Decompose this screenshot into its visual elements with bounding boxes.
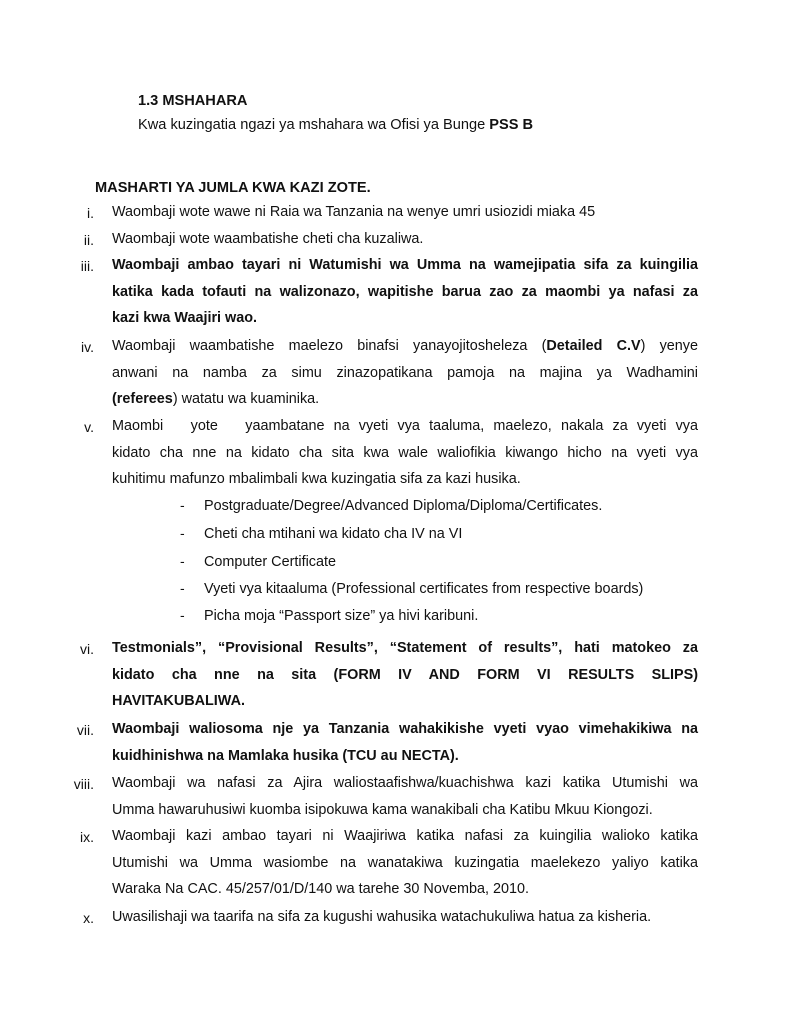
item-number: viii. (73, 776, 94, 792)
condition-item-ii: Waombaji wote waambatishe cheti cha kuzaliwa. (112, 231, 424, 247)
item-line: kuidhinishwa na Mamlaka husika (TCU au NECTA). (112, 747, 459, 764)
item-number: iii. (80, 258, 94, 274)
item-number: v. (84, 419, 94, 435)
item-line: Maombi yote yaambatane na vyeti vya taaluma, maelezo, nakala za vyeti vya (112, 418, 698, 434)
cv-label: Detailed C.V (546, 338, 641, 354)
list-dash: - (180, 525, 185, 541)
section-title: 1.3 MSHAHARA (138, 93, 248, 109)
item-line: kazi kwa Waajiri wao. (112, 310, 258, 326)
item-number: vii. (76, 722, 94, 738)
list-dash: - (180, 580, 185, 596)
item-line: Waombaji ambao tayari ni Watumishi wa Umma na wamejipatia sifa za kuingilia (112, 257, 698, 273)
condition-item-x: Uwasilishaji wa taarifa na sifa za kugushi wahusika watachukuliwa hatua za kisheria. (112, 909, 652, 925)
item-text: ) yenye (640, 338, 698, 354)
item-line: Waraka Na CAC. 45/257/01/D/140 wa tarehe 30 Novemba, 2010. (112, 881, 530, 897)
item-line: kuhitimu mafunzo mbalimbali kwa kuzingatia sifa za kazi husika. (112, 471, 521, 487)
item-line: Utumishi wa Umma wasiombe na wanatakiwa kuzingatia maelekezo yaliyo katika (112, 854, 698, 871)
item-text: ) watatu wa kuaminika. (172, 391, 320, 407)
attachment-item: Postgraduate/Degree/Advanced Diploma/Diploma/Certificates. (204, 498, 603, 514)
item-number: i. (87, 205, 94, 221)
item-line: kidato cha nne na kidato cha sita kwa wale waliofikia kiwango hicho na vyeti vya (112, 444, 698, 461)
item-line: HAVITAKUBALIWA. (112, 693, 245, 709)
list-dash: - (180, 553, 185, 569)
referees-label: (referees (112, 391, 173, 407)
item-line: Waombaji wa nafasi za Ajira waliostaafishwa/kuachishwa kazi katika Utumishi wa (112, 775, 698, 791)
attachment-item: Cheti cha mtihani wa kidato cha IV na VI (204, 526, 463, 542)
subtitle-text: Kwa kuzingatia ngazi ya mshahara wa Ofisi ya Bunge (138, 117, 490, 133)
list-dash: - (180, 497, 185, 513)
condition-item-i: Waombaji wote wawe ni Raia wa Tanzania na wenye umri usiozidi miaka 45 (112, 204, 596, 220)
item-line (112, 333, 698, 360)
general-conditions-heading: MASHARTI YA JUMLA KWA KAZI ZOTE. (95, 180, 371, 196)
list-dash: - (180, 607, 185, 623)
condition-item-ix (112, 823, 698, 903)
item-line: Umma hawaruhusiwi kuomba isipokuwa kama wanakibali cha Katibu Mkuu Kiongozi. (112, 801, 653, 818)
condition-item-iv (112, 333, 698, 413)
item-number: iv. (81, 339, 94, 355)
condition-item-vi (112, 635, 698, 715)
item-line: katika kada tofauti na walizonazo, wapitishe barua zao za maombi ya nafasi za (112, 283, 698, 300)
section-subtitle (138, 117, 533, 133)
attachment-item: Computer Certificate (204, 554, 336, 570)
condition-item-v (112, 413, 698, 493)
item-line (112, 386, 698, 413)
item-number: vi. (80, 641, 94, 657)
item-text: Waombaji waambatishe maelezo binafsi yanayojitosheleza ( (112, 338, 547, 354)
condition-item-iii (112, 252, 698, 332)
item-line: Waombaji kazi ambao tayari ni Waajiriwa katika nafasi za kuingilia walioko katika (112, 828, 698, 844)
item-number: ix. (80, 829, 94, 845)
item-line: kidato cha nne na sita (FORM IV AND FORM VI RESULTS SLIPS) (112, 666, 698, 683)
condition-item-viii (112, 770, 698, 823)
item-line: Waombaji waliosoma nje ya Tanzania wahakikishe vyeti vyao vimehakikiwa na (112, 721, 698, 737)
condition-item-vii (112, 716, 698, 769)
attachment-item: Picha moja “Passport size” ya hivi karibuni. (204, 608, 479, 624)
attachment-item: Vyeti vya kitaaluma (Professional certificates from respective boards) (204, 581, 644, 597)
salary-scale: PSS B (489, 117, 534, 133)
item-line: anwani na namba za simu zinazopatikana pamoja na majina ya Wadhamini (112, 364, 698, 381)
item-number: ii. (83, 232, 94, 248)
item-line: Testmonials”, “Provisional Results”, “Statement of results”, hati matokeo za (112, 640, 698, 656)
item-number: x. (83, 910, 94, 926)
